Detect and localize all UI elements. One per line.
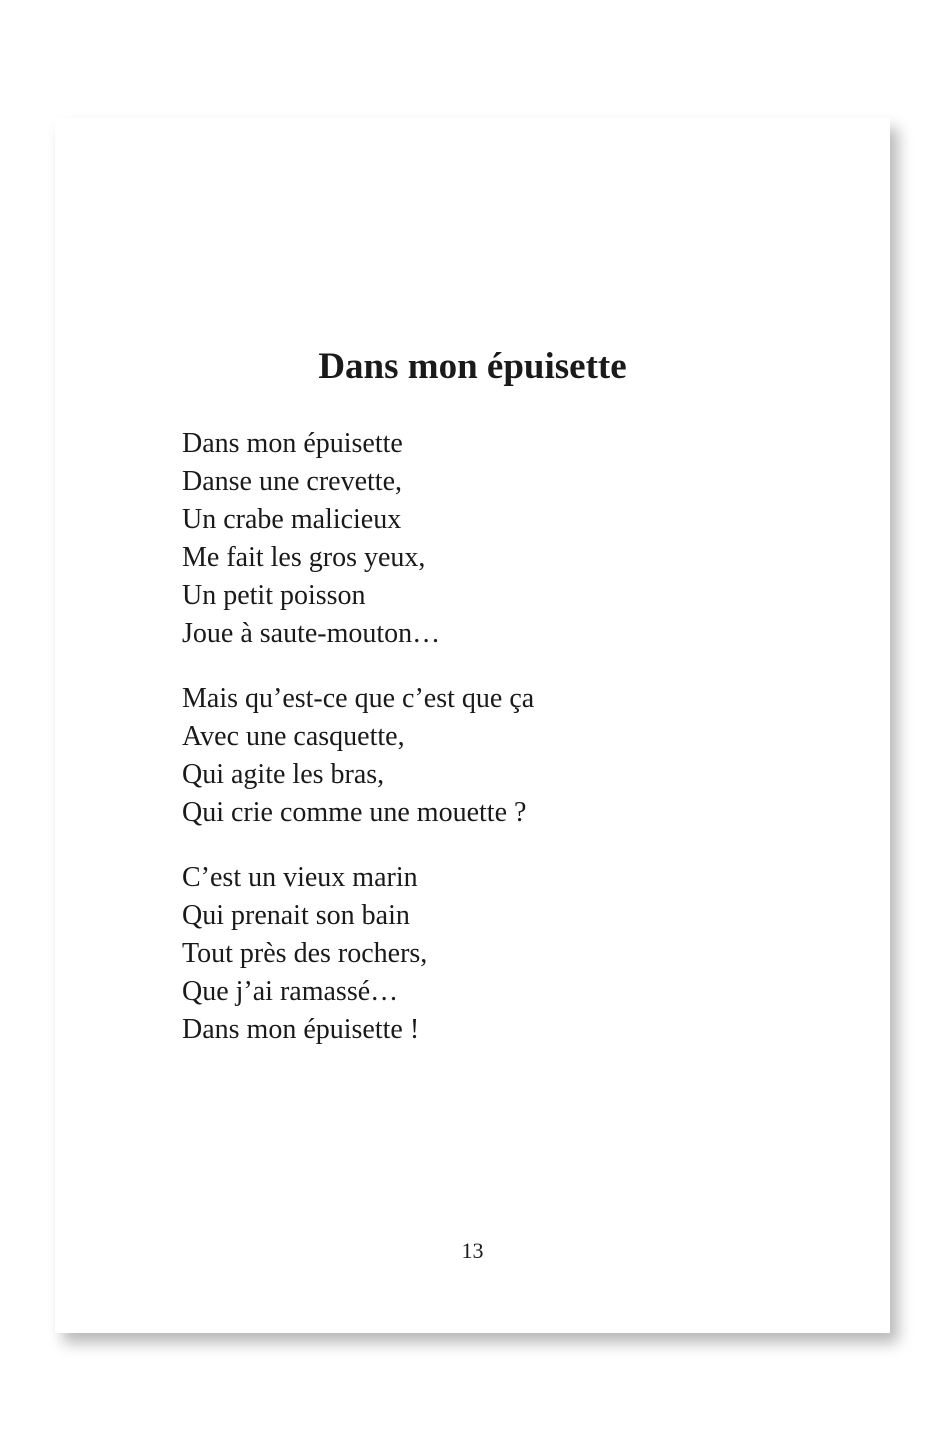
- poem-line: Que j’ai ramassé…: [182, 976, 399, 1007]
- poem-line: Me fait les gros yeux,: [182, 542, 426, 573]
- stanza-2: [182, 680, 782, 832]
- poem-line: Joue à saute-mouton…: [182, 618, 441, 649]
- poem-title: Dans mon épuisette: [318, 346, 627, 387]
- poem-line: Un petit poisson: [182, 580, 366, 611]
- book-page: [55, 118, 890, 1333]
- poem-line: Mais qu’est-ce que c’est que ça: [182, 683, 535, 714]
- poem-body: [182, 425, 782, 1076]
- poem-line: Un crabe malicieux: [182, 504, 402, 535]
- poem-line: Danse une crevette,: [182, 466, 402, 497]
- poem-line: Avec une casquette,: [182, 721, 405, 752]
- poem-line: Qui crie comme une mouette ?: [182, 797, 527, 828]
- poem-line: Dans mon épuisette !: [182, 1014, 420, 1045]
- stanza-1: [182, 425, 782, 653]
- poem-line: Tout près des rochers,: [182, 938, 428, 969]
- poem-line: Dans mon épuisette: [182, 428, 403, 459]
- page-number: 13: [461, 1238, 484, 1263]
- poem-line: C’est un vieux marin: [182, 862, 418, 893]
- poem-line: Qui agite les bras,: [182, 759, 385, 790]
- poem-line: Qui prenait son bain: [182, 900, 410, 931]
- stanza-3: [182, 859, 782, 1049]
